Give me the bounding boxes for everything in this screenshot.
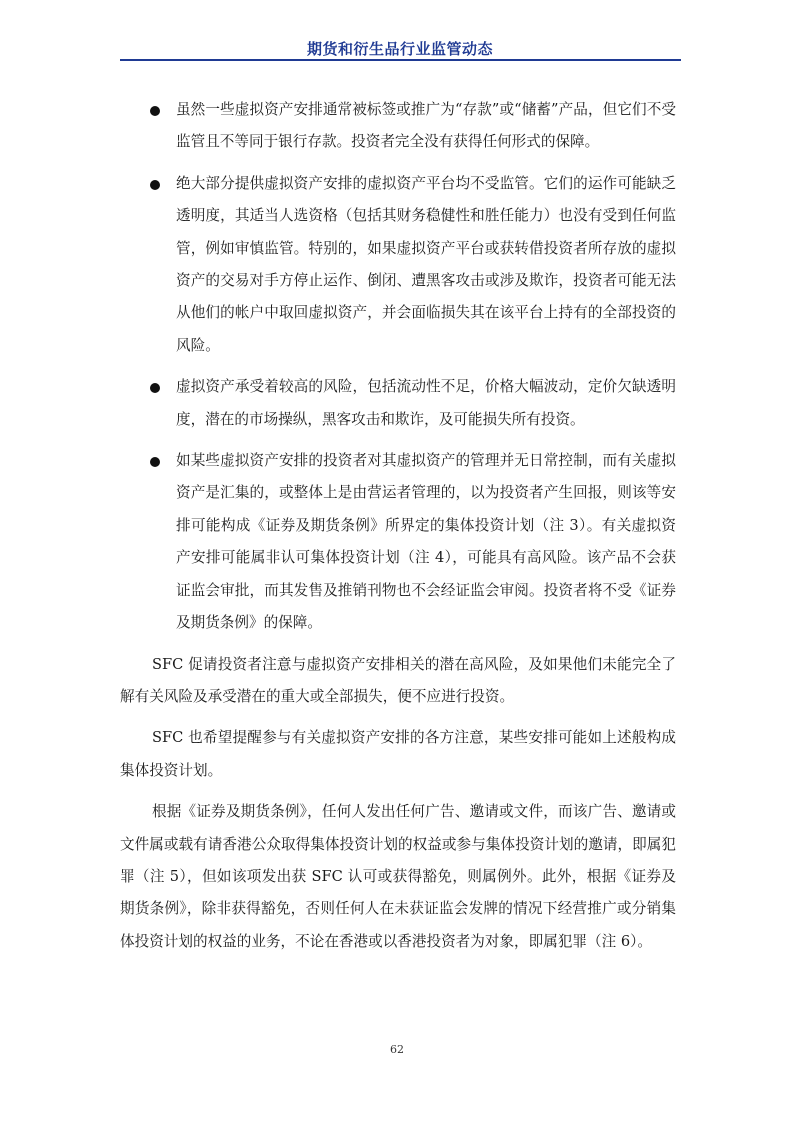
bullet-text: 虽然一些虚拟资产安排通常被标签或推广为“存款”或“储蓄”产品，但它们不受监管且不等同于银行存款。投资者完全没有获得任何形式的保障。 — [176, 101, 676, 151]
header-divider — [120, 59, 681, 61]
bullet-dot-icon — [150, 383, 160, 393]
bullet-item — [120, 371, 676, 436]
bullet-text: 虚拟资产承受着较高的风险，包括流动性不足，价格大幅波动，定价欠缺透明度，潜在的市场操纵，黑客攻击和欺诈，及可能损失所有投资。 — [176, 378, 676, 428]
bullet-dot-icon — [150, 106, 160, 116]
bullet-text: 如某些虚拟资产安排的投资者对其虚拟资产的管理并无日常控制，而有关虚拟资产是汇集的，或整体上是由营运者管理的，以为投资者产生回报，则该等安排可能构成《证券及期货条例》所界定的集体投资计划（注 3）。有关虚拟资产安排可能属非认可集体投资计划（注 4），可能具有高风险。该产品不会获证监会审批，而其发售及推销刊物也不会经证监会审阅。投资者将不受《证券及期货条例》的保障。 — [176, 452, 676, 632]
body-paragraph: 根据《证券及期货条例》，任何人发出任何广告、邀请或文件，而该广告、邀请或文件属或载有请香港公众取得集体投资计划的权益或参与集体投资计划的邀请，即属犯罪（注 5），但如该项发出获 SFC 认可或获得豁免，则属例外。此外，根据《证券及期货条例》，除非获得豁免，否则任何人在未获证监会发牌的情况下经营推广或分销集体投资计划的权益的业务，不论在香港或以香港投资者为对象，即属犯罪（注 6）。 — [120, 803, 676, 950]
document-body — [120, 94, 676, 967]
bullet-item — [120, 168, 676, 362]
page-header-title: 期货和衍生品行业监管动态 — [306, 40, 493, 58]
bullet-item — [120, 94, 676, 159]
page-number: 62 — [390, 1043, 404, 1056]
risk-bullet-list — [120, 94, 676, 640]
body-paragraph: SFC 促请投资者注意与虚拟资产安排相关的潜在高风险，及如果他们未能完全了解有关风险及承受潜在的重大或全部损失，便不应进行投资。 — [120, 655, 676, 705]
bullet-text: 绝大部分提供虚拟资产安排的虚拟资产平台均不受监管。它们的运作可能缺乏透明度，其适当人选资格（包括其财务稳健性和胜任能力）也没有受到任何监管，例如审慎监管。特别的，如果虚拟资产平台或获转借投资者所存放的虚拟资产的交易对手方停止运作、倒闭、遭黑客攻击或涉及欺诈，投资者可能无法从他们的帐户中取回虚拟资产，并会面临损失其在该平台上持有的全部投资的风险。 — [176, 174, 676, 354]
bullet-dot-icon — [150, 457, 160, 467]
bullet-dot-icon — [150, 180, 160, 190]
body-paragraph: SFC 也希望提醒参与有关虚拟资产安排的各方注意，某些安排可能如上述般构成集体投资计划。 — [120, 729, 676, 779]
bullet-item — [120, 445, 676, 639]
